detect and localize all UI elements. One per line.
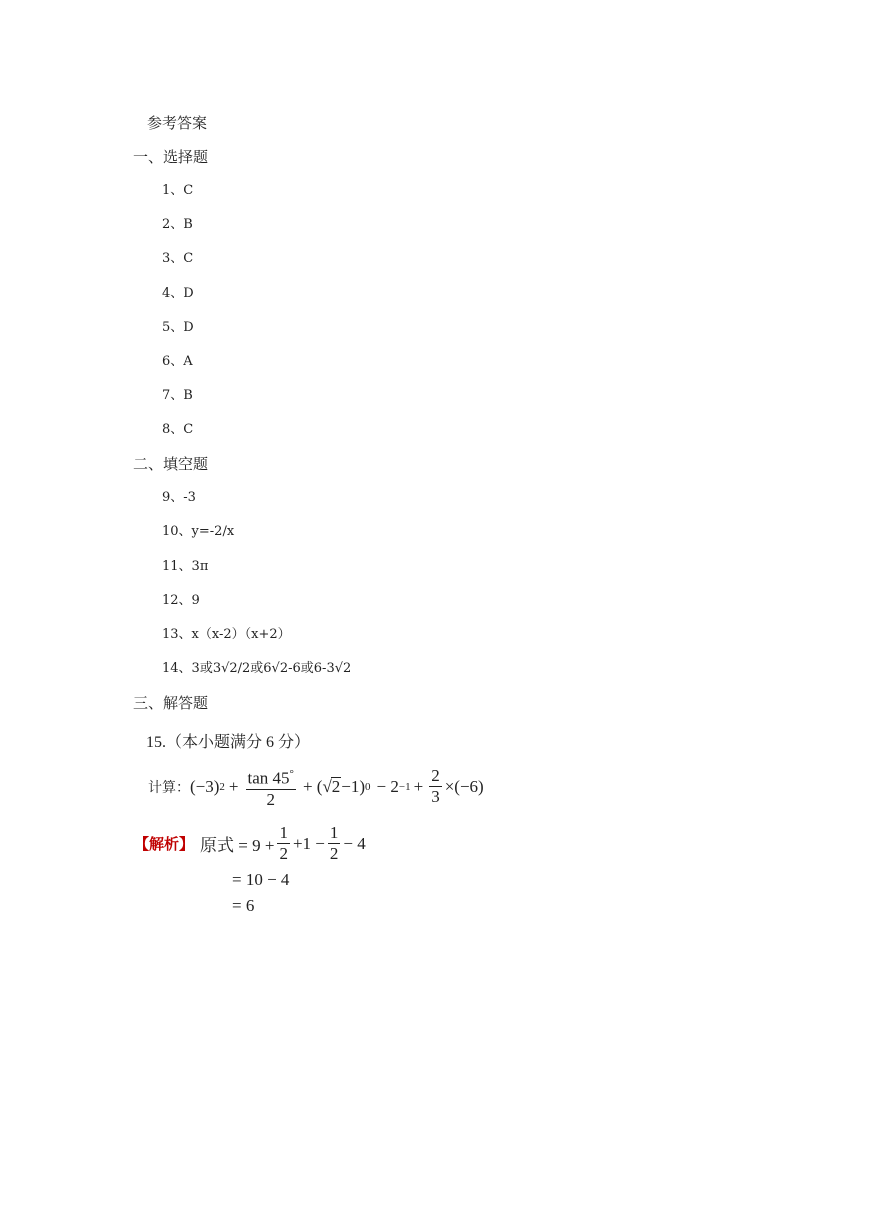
fraction-denominator: 3 [431,787,440,807]
formula-operator: + ( [302,776,323,796]
formula-exponent: 2 [219,780,225,793]
problem-formula [148,764,484,810]
formula-term: −1) [341,776,366,796]
formula-term: ×(−6) [444,776,484,796]
answer-item: 11、3π [162,559,209,574]
formula-operator: + [228,776,239,796]
answer-item: 7、B [162,388,193,403]
sqrt-sign: √ [322,776,332,796]
answer-item: 9、-3 [162,490,196,505]
formula-exponent: −1 [398,780,411,793]
solution-term: +1 − [292,833,325,853]
fraction-numerator: 1 [329,823,339,842]
answer-item: 8、C [162,422,194,437]
answer-item: 13、x（x-2）（x+2） [162,627,291,642]
solution-term: − 4 [343,833,366,853]
page-title: 参考答案 [147,114,208,132]
section-heading-fill: 二、填空题 [133,455,209,473]
question-15-header: 15.（本小题满分 6 分） [146,734,311,751]
fraction-numerator: 1 [279,823,288,842]
fraction-numerator: tan 45 [247,768,290,788]
formula-term: − 2 [376,776,399,796]
fraction-tan [246,764,296,810]
answer-item: 12、9 [162,593,200,608]
fraction-denominator: 2 [266,789,275,809]
answer-item: 2、B [162,217,193,232]
solution-step-2: = 10 − 4 [232,870,290,889]
section-heading-solve: 三、解答题 [133,694,209,712]
answer-item: 6、A [162,354,193,369]
fraction-denominator: 2 [329,844,339,863]
fraction-two-thirds [429,766,442,807]
formula-operator: + [413,776,424,796]
fraction-half [328,823,341,864]
answer-item: 5、D [162,320,194,335]
formula-term: (−3) [190,776,220,796]
solution-line-1 [134,823,366,864]
fraction-denominator: 2 [279,844,288,863]
answer-item: 14、3或3√2/2或6√2-6或6-3√2 [162,661,352,676]
solution-step-3: = 6 [232,896,255,915]
fraction-numerator: 2 [431,766,440,786]
answer-item: 3、C [162,251,194,266]
formula-exponent: 0 [365,780,371,793]
answer-item: 10、y=-2/x [162,524,235,539]
sqrt-argument: 2 [331,777,341,797]
problem-label: 计算： [148,779,190,796]
section-heading-choice: 一、选择题 [133,148,209,166]
answer-item: 1、C [162,183,194,198]
solution-tag: 【解析】 [134,835,195,853]
degree-sign: ° [289,768,294,780]
answer-item: 4、D [162,286,194,301]
solution-term: 原式 = 9 + [200,836,275,855]
fraction-half [277,823,290,864]
